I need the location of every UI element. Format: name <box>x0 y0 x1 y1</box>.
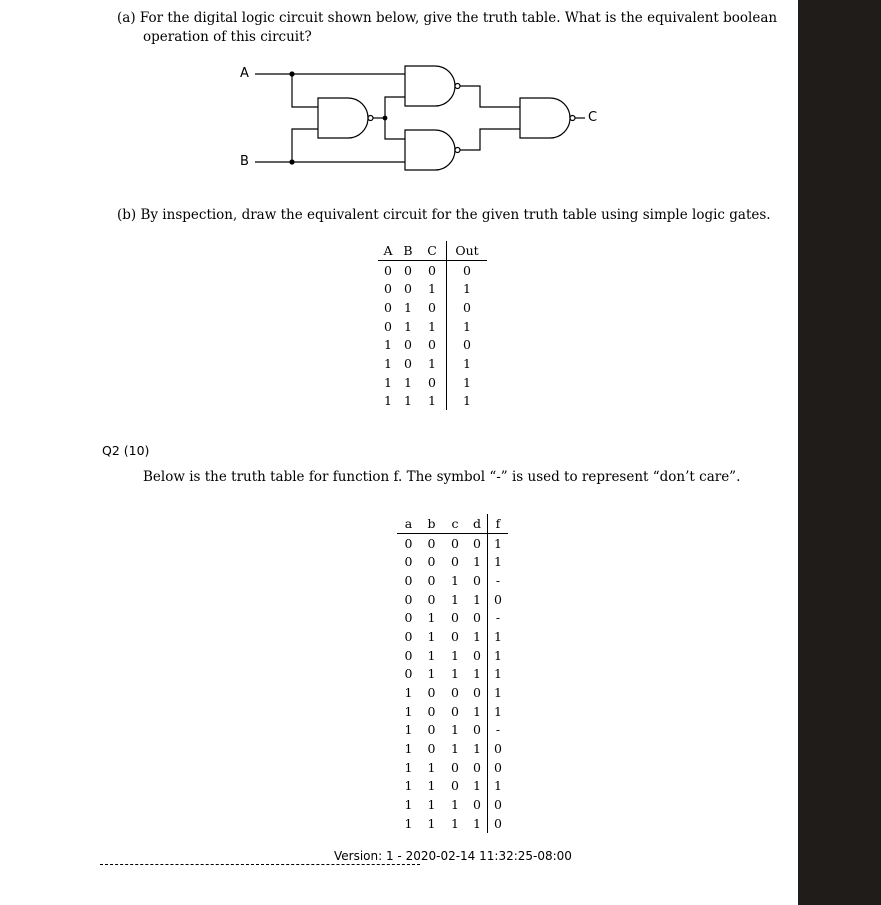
truth-table-2-row <box>397 533 508 552</box>
table-cell: 1 <box>427 759 436 775</box>
table-cell: 1 <box>451 666 459 682</box>
wire-a-to-middle-gate <box>292 74 318 107</box>
table-cell: 0 <box>473 759 481 775</box>
table-cell: 1 <box>473 703 481 719</box>
table-cell: 1 <box>488 777 509 796</box>
truth-table-2-row <box>397 552 508 571</box>
table-cell: 0 <box>404 591 413 607</box>
table-cell: 1 <box>404 797 413 813</box>
input-b-label: B <box>240 154 249 169</box>
table-cell: 0 <box>451 778 459 794</box>
header-c: C <box>418 241 447 260</box>
truth-table-2-row <box>397 739 508 758</box>
table-cell: 1 <box>404 685 413 701</box>
part-a-question-line-2: operation of this circuit? <box>143 29 312 45</box>
table-cell: 1 <box>384 374 392 390</box>
table-cell: - <box>488 608 509 627</box>
table-cell: 1 <box>473 778 481 794</box>
table-cell: 1 <box>384 393 392 409</box>
table-cell: 1 <box>427 666 436 682</box>
table-cell: 0 <box>473 535 481 551</box>
truth-table-2-row <box>397 758 508 777</box>
table-cell: 0 <box>404 610 413 626</box>
table-cell: 0 <box>427 572 436 588</box>
table-cell: 0 <box>404 628 413 644</box>
middle-nand-bubble <box>368 116 373 121</box>
header-f-lower: f <box>488 514 509 533</box>
output-nand-gate <box>520 98 570 138</box>
table-cell: 0 <box>428 299 436 315</box>
table-cell: 0 <box>404 572 413 588</box>
table-cell: 1 <box>428 318 436 334</box>
truth-table-1-row <box>378 354 487 373</box>
table-cell: 0 <box>451 554 459 570</box>
bottom-nand-gate <box>405 130 455 170</box>
truth-table-1-row <box>378 260 487 279</box>
wire-middle-to-top-gate <box>385 97 405 118</box>
table-cell: 1 <box>451 591 459 607</box>
table-cell: 0 <box>473 610 481 626</box>
output-c-label: C <box>588 110 598 125</box>
truth-table-2-row <box>397 571 508 590</box>
q2-question: Below is the truth table for function f. The symbol “-” is used to represent “don’t care”. <box>143 469 741 485</box>
table-cell: 1 <box>473 628 481 644</box>
table-cell: 1 <box>473 741 481 757</box>
table-cell: 0 <box>447 298 488 317</box>
table-cell: 0 <box>473 647 481 663</box>
table-cell: 0 <box>384 299 392 315</box>
table-cell: 0 <box>447 335 488 354</box>
middle-nand-gate <box>318 98 368 138</box>
truth-table-2-row <box>397 665 508 684</box>
part-a-question-line-1: (a) For the digital logic circuit shown below, give the truth table. What is the equivalent boolean <box>117 10 778 26</box>
part-b-question: (b) By inspection, draw the equivalent circuit for the given truth table using simple logic gates. <box>117 207 771 223</box>
table-cell: 1 <box>404 318 412 334</box>
table-cell: 1 <box>451 647 459 663</box>
truth-table-1-header <box>378 241 487 260</box>
table-cell: 1 <box>451 741 459 757</box>
table-cell: 0 <box>427 722 436 738</box>
table-cell: 0 <box>473 685 481 701</box>
truth-table-2-row <box>397 590 508 609</box>
truth-table-2-row <box>397 702 508 721</box>
table-cell: 0 <box>451 610 459 626</box>
wire-b-to-middle-gate <box>292 129 318 162</box>
table-cell: 1 <box>488 627 509 646</box>
logic-circuit-diagram <box>230 58 610 178</box>
table-cell: 0 <box>488 758 509 777</box>
header-out: Out <box>447 241 488 260</box>
table-cell: 1 <box>473 666 481 682</box>
dashed-separator <box>100 864 420 865</box>
circuit-schematic <box>230 58 610 178</box>
truth-table-1 <box>378 241 487 410</box>
header-a: A <box>378 241 398 260</box>
table-cell: 0 <box>404 554 413 570</box>
table-cell: 1 <box>427 628 436 644</box>
truth-table-2-row <box>397 683 508 702</box>
truth-table-2-row <box>397 608 508 627</box>
table-cell: 0 <box>384 262 392 278</box>
table-cell: 1 <box>451 815 459 831</box>
table-cell: 1 <box>404 703 413 719</box>
truth-table-1-row <box>378 298 487 317</box>
truth-table-1-row <box>378 279 487 298</box>
table-cell: 1 <box>473 815 481 831</box>
table-cell: 1 <box>473 554 481 570</box>
table-cell: 1 <box>451 722 459 738</box>
top-nand-gate <box>405 66 455 106</box>
table-cell: 0 <box>488 739 509 758</box>
header-c-lower: c <box>443 514 467 533</box>
table-cell: 1 <box>447 354 488 373</box>
table-cell: - <box>488 571 509 590</box>
table-cell: 1 <box>404 815 413 831</box>
truth-table-2 <box>397 514 508 833</box>
table-cell: 0 <box>427 591 436 607</box>
truth-table-1-row <box>378 317 487 336</box>
table-cell: 1 <box>488 533 509 552</box>
table-cell: 0 <box>428 262 436 278</box>
truth-table-2-header <box>397 514 508 533</box>
table-cell: 0 <box>404 666 413 682</box>
wire-top-to-output-gate <box>460 86 520 107</box>
table-cell: 1 <box>404 299 412 315</box>
table-cell: 0 <box>451 685 459 701</box>
table-cell: 0 <box>404 647 413 663</box>
truth-table-2-row <box>397 646 508 665</box>
truth-table-2-row <box>397 814 508 833</box>
table-cell: 0 <box>447 260 488 279</box>
table-cell: 0 <box>473 722 481 738</box>
table-cell: 1 <box>451 572 459 588</box>
truth-table-2-body <box>397 533 508 833</box>
truth-table-1-body <box>378 260 487 410</box>
table-cell: 1 <box>488 702 509 721</box>
table-cell: - <box>488 721 509 740</box>
table-cell: 1 <box>404 393 412 409</box>
table-cell: 1 <box>427 647 436 663</box>
table-cell: 0 <box>473 572 481 588</box>
table-cell: 1 <box>427 610 436 626</box>
table-cell: 0 <box>488 814 509 833</box>
truth-table-1-row <box>378 392 487 411</box>
top-nand-bubble <box>455 84 460 89</box>
truth-table-1-row <box>378 335 487 354</box>
header-a-lower: a <box>397 514 420 533</box>
table-cell: 0 <box>451 703 459 719</box>
table-cell: 1 <box>428 281 436 297</box>
table-cell: 0 <box>384 281 392 297</box>
table-cell: 1 <box>488 552 509 571</box>
header-b-lower: b <box>420 514 443 533</box>
table-cell: 1 <box>404 722 413 738</box>
truth-table-2-row <box>397 795 508 814</box>
bottom-nand-bubble <box>455 148 460 153</box>
table-cell: 1 <box>473 591 481 607</box>
table-cell: 0 <box>473 797 481 813</box>
table-cell: 0 <box>428 374 436 390</box>
table-cell: 1 <box>404 741 413 757</box>
wire-bottom-to-output-gate <box>460 129 520 150</box>
table-cell: 0 <box>427 741 436 757</box>
wire-middle-to-bottom-gate <box>385 118 405 139</box>
table-cell: 0 <box>428 337 436 353</box>
table-cell: 1 <box>427 778 436 794</box>
header-d-lower: d <box>467 514 488 533</box>
truth-table-2-row <box>397 627 508 646</box>
truth-table-2-row <box>397 777 508 796</box>
table-cell: 1 <box>447 373 488 392</box>
table-cell: 1 <box>404 759 413 775</box>
table-cell: 0 <box>488 795 509 814</box>
table-cell: 1 <box>488 665 509 684</box>
table-cell: 1 <box>451 797 459 813</box>
q2-heading: Q2 (10) <box>102 443 150 458</box>
table-cell: 0 <box>404 535 413 551</box>
table-cell: 1 <box>447 279 488 298</box>
input-a-label: A <box>240 66 249 81</box>
table-cell: 1 <box>428 393 436 409</box>
table-cell: 0 <box>404 262 412 278</box>
table-cell: 1 <box>384 337 392 353</box>
truth-table-1-row <box>378 373 487 392</box>
table-cell: 0 <box>488 590 509 609</box>
table-cell: 0 <box>427 554 436 570</box>
table-cell: 0 <box>451 759 459 775</box>
truth-table-2-row <box>397 721 508 740</box>
table-cell: 0 <box>404 355 412 371</box>
dark-side-panel <box>798 0 881 905</box>
table-cell: 1 <box>404 778 413 794</box>
table-cell: 0 <box>451 535 459 551</box>
table-cell: 1 <box>384 355 392 371</box>
header-b: B <box>398 241 418 260</box>
table-cell: 1 <box>488 646 509 665</box>
version-footer: Version: 1 - 2020-02-14 11:32:25-08:00 <box>334 850 572 861</box>
table-cell: 0 <box>427 685 436 701</box>
table-cell: 1 <box>447 317 488 336</box>
table-cell: 1 <box>488 683 509 702</box>
table-cell: 0 <box>404 337 412 353</box>
table-cell: 0 <box>404 281 412 297</box>
table-cell: 0 <box>384 318 392 334</box>
table-cell: 1 <box>427 815 436 831</box>
output-nand-bubble <box>570 116 575 121</box>
table-cell: 0 <box>427 703 436 719</box>
table-cell: 0 <box>451 628 459 644</box>
table-cell: 1 <box>427 797 436 813</box>
table-cell: 1 <box>447 392 488 411</box>
table-cell: 0 <box>427 535 436 551</box>
table-cell: 1 <box>428 355 436 371</box>
table-cell: 1 <box>404 374 412 390</box>
